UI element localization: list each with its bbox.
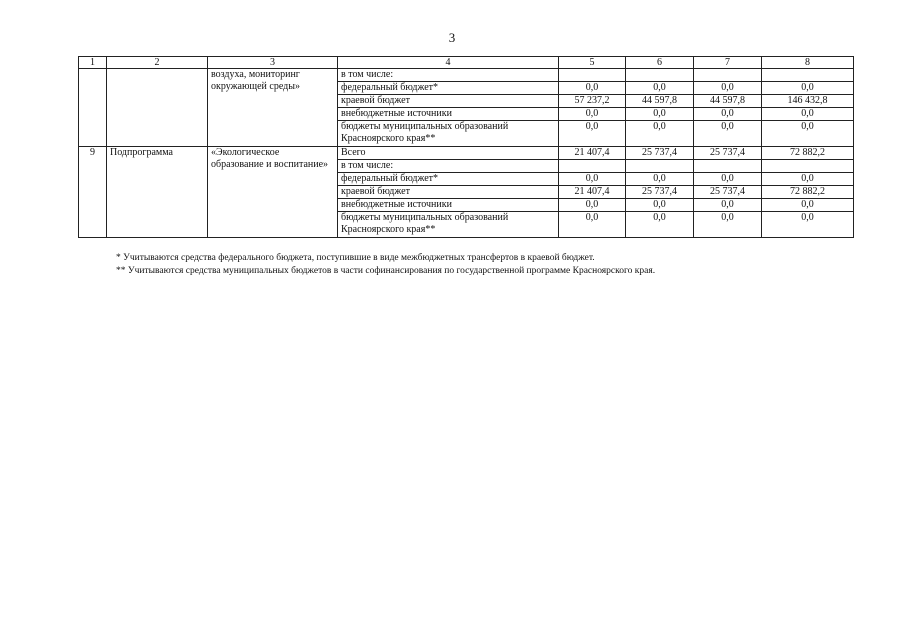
value-cell: 0,0 [762, 108, 854, 121]
value-cell [559, 160, 626, 173]
value-cell: 0,0 [762, 121, 854, 147]
value-cell: 72 882,2 [762, 147, 854, 160]
value-cell: 0,0 [626, 212, 694, 238]
value-cell [559, 69, 626, 82]
value-cell: 0,0 [626, 121, 694, 147]
value-cell: 25 737,4 [626, 186, 694, 199]
value-cell: 21 407,4 [559, 147, 626, 160]
value-cell [694, 160, 762, 173]
funding-source: краевой бюджет [338, 95, 559, 108]
value-cell: 44 597,8 [626, 95, 694, 108]
value-cell: 25 737,4 [626, 147, 694, 160]
funding-source: краевой бюджет [338, 186, 559, 199]
value-cell: 0,0 [559, 82, 626, 95]
footnotes [116, 252, 856, 278]
value-cell: 0,0 [626, 199, 694, 212]
value-cell: 25 737,4 [694, 147, 762, 160]
budget-table [78, 56, 854, 238]
value-cell: 0,0 [559, 173, 626, 186]
value-cell: 0,0 [626, 108, 694, 121]
table-row [79, 69, 854, 82]
value-cell: 0,0 [694, 199, 762, 212]
funding-source: внебюджетные источники [338, 199, 559, 212]
value-cell: 44 597,8 [694, 95, 762, 108]
value-cell: 0,0 [762, 82, 854, 95]
program-type: Подпрограмма [107, 147, 208, 238]
value-cell: 25 737,4 [694, 186, 762, 199]
value-cell: 72 882,2 [762, 186, 854, 199]
value-cell: 0,0 [559, 121, 626, 147]
table-row [79, 147, 854, 160]
funding-source: федеральный бюджет* [338, 82, 559, 95]
footnote-municipal: ** Учитываются средства муниципальных бюджетов в части софинансирования по государственной программе Красноярского края. [116, 266, 656, 276]
value-cell: 0,0 [762, 199, 854, 212]
col-header: 7 [694, 57, 762, 69]
value-cell [694, 69, 762, 82]
value-cell: 0,0 [559, 212, 626, 238]
program-name: «Экологическое образование и воспитание» [208, 147, 338, 238]
funding-source: бюджеты муниципальных образований Красноярского края** [338, 121, 559, 147]
value-cell: 0,0 [559, 108, 626, 121]
program-name: воздуха, мониторинг окружающей среды» [208, 69, 338, 147]
col-header: 3 [208, 57, 338, 69]
value-cell: 0,0 [694, 82, 762, 95]
funding-source: в том числе: [338, 69, 559, 82]
col-header: 8 [762, 57, 854, 69]
header-row [79, 57, 854, 69]
funding-source: внебюджетные источники [338, 108, 559, 121]
funding-source: Всего [338, 147, 559, 160]
program-type [107, 69, 208, 147]
value-cell [626, 160, 694, 173]
value-cell: 0,0 [626, 82, 694, 95]
footnote-federal: * Учитываются средства федерального бюджета, поступившие в виде межбюджетных трансфертов в краевой бюджет. [116, 253, 595, 263]
page-number: 3 [448, 30, 456, 45]
col-header: 5 [559, 57, 626, 69]
col-header: 2 [107, 57, 208, 69]
value-cell: 0,0 [762, 173, 854, 186]
value-cell: 0,0 [694, 212, 762, 238]
col-header: 1 [79, 57, 107, 69]
funding-source: в том числе: [338, 160, 559, 173]
value-cell: 0,0 [762, 212, 854, 238]
value-cell: 57 237,2 [559, 95, 626, 108]
row-number: 9 [79, 147, 107, 238]
value-cell: 0,0 [694, 121, 762, 147]
value-cell: 21 407,4 [559, 186, 626, 199]
value-cell: 0,0 [559, 199, 626, 212]
funding-source: федеральный бюджет* [338, 173, 559, 186]
value-cell: 0,0 [694, 173, 762, 186]
value-cell: 0,0 [694, 108, 762, 121]
value-cell: 0,0 [626, 173, 694, 186]
value-cell [626, 69, 694, 82]
value-cell: 146 432,8 [762, 95, 854, 108]
value-cell [762, 160, 854, 173]
funding-source: бюджеты муниципальных образований Красноярского края** [338, 212, 559, 238]
col-header: 6 [626, 57, 694, 69]
value-cell [762, 69, 854, 82]
col-header: 4 [338, 57, 559, 69]
row-number [79, 69, 107, 147]
